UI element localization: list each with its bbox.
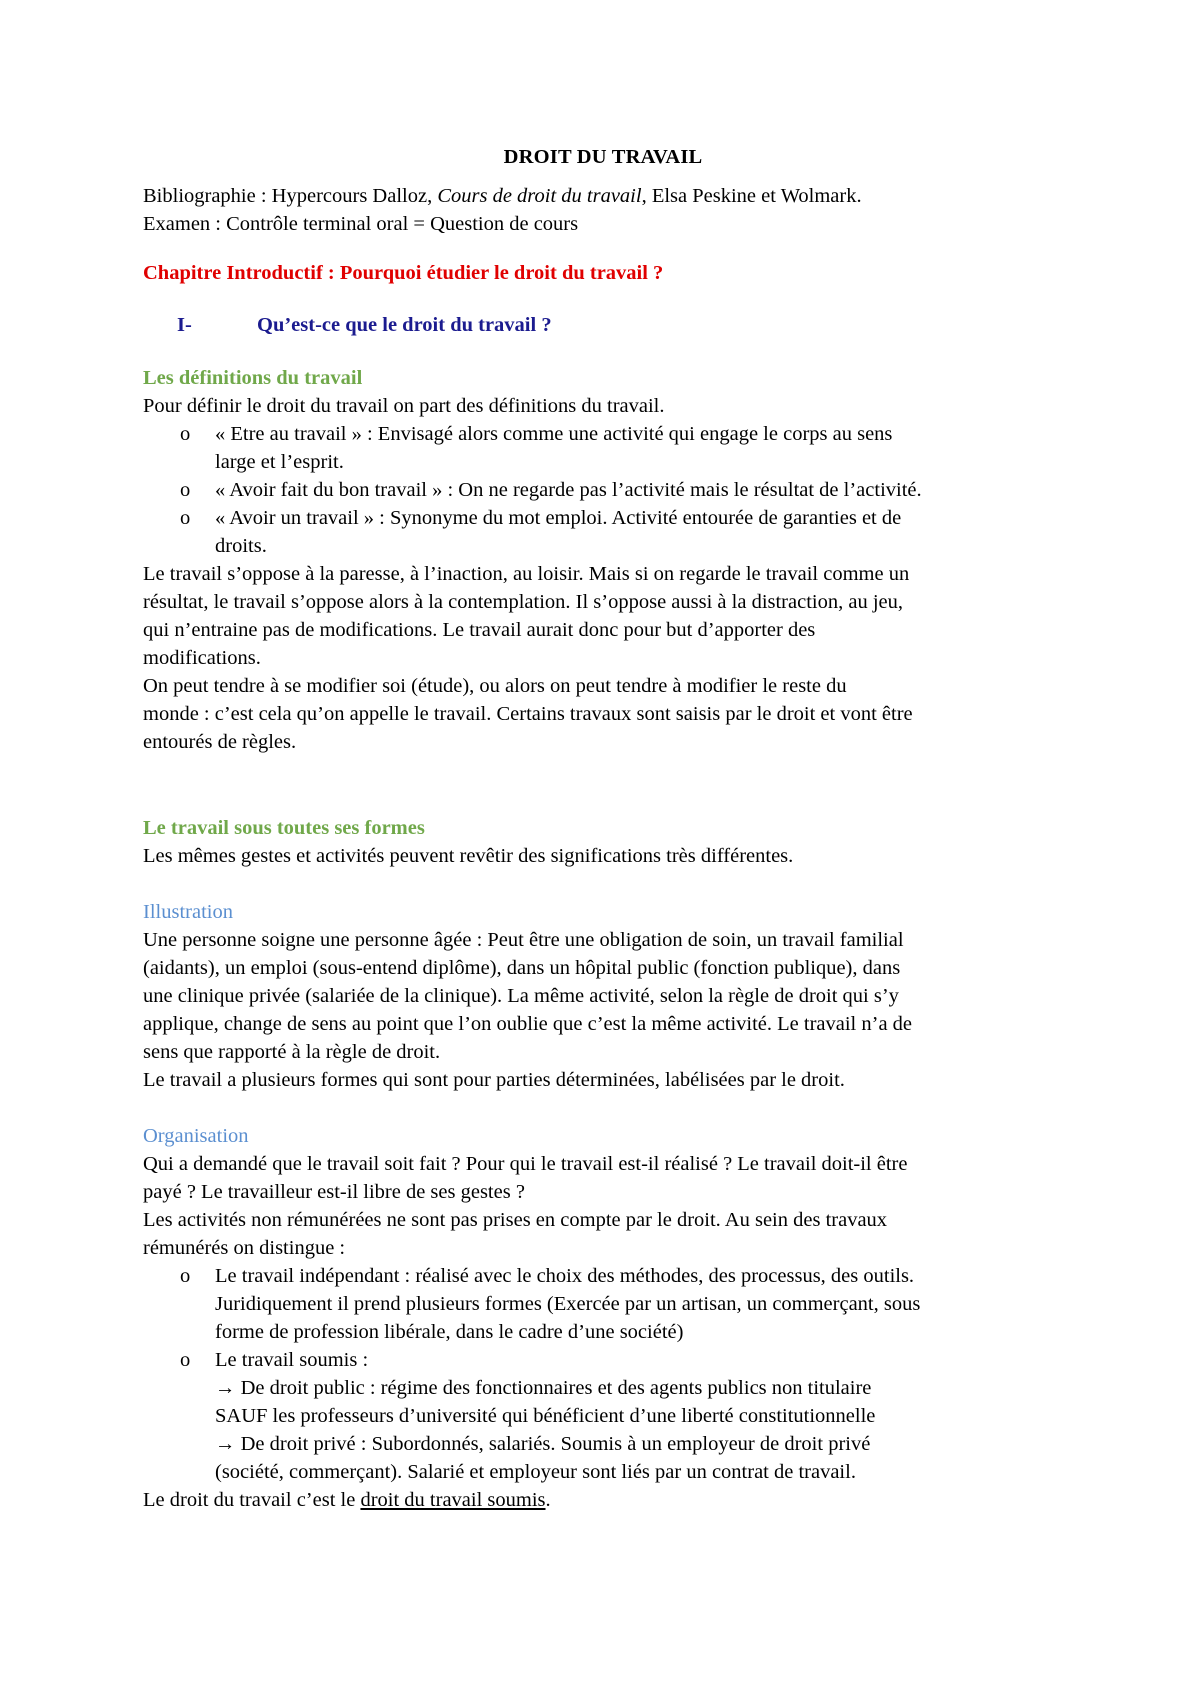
bullet-mark: o — [180, 507, 191, 529]
bibliography-prefix: Bibliographie : Hypercours Dalloz, — [143, 185, 438, 207]
illustration-heading: Illustration — [143, 901, 233, 923]
exam-line: Examen : Contrôle terminal oral = Question de cours — [143, 213, 579, 235]
definitions-paragraph-2: On peut tendre à se modifier soi (étude), ou alors on peut tendre à modifier le reste du monde : c’est cela qu’on appelle le travail. Certains travaux sont saisis par le droit et vont être entourés de règles. — [143, 675, 913, 753]
definitions-intro: Pour définir le droit du travail on part des définitions du travail. — [143, 395, 665, 417]
bullet-mark: o — [180, 1349, 191, 1371]
section-heading — [143, 314, 1117, 337]
definitions-section — [143, 364, 1083, 756]
list-item: o « Avoir fait du bon travail » : On ne regarde pas l’activité mais le résultat de l’activité. — [143, 476, 1083, 504]
list-item: o « Etre au travail » : Envisagé alors comme une activité qui engage le corps au sens large et l’esprit. — [143, 420, 1083, 476]
chapter-heading: Chapitre Introductif : Pourquoi étudier le droit du travail ? — [143, 262, 664, 284]
illustration-section: Illustration Une personne soigne une personne âgée : Peut être une obligation de soin, un travail familial (aidants), un emploi (sous-entend diplôme), dans un hôpital public (fonction publique), dans une clinique privée (salariée de la clinique). La même activité, selon la règle de droit qui s’y applique, change de sens au point que l’on oublie que c’est la même activité. Le travail n’a de sens que rapporté à la règle de droit. Le travail a plusieurs formes qui sont pour parties déterminées, labélisées par le droit. — [143, 898, 1083, 1094]
section-number: I- — [177, 314, 192, 336]
organisation-heading: Organisation — [143, 1125, 249, 1147]
bullet-mark: o — [180, 1265, 191, 1287]
closing-line: Le droit du travail c’est le droit du travail soumis. — [143, 1489, 551, 1511]
document-title: DROIT DU TRAVAIL — [503, 146, 703, 168]
definitions-heading: Les définitions du travail — [143, 367, 363, 389]
bullet-mark: o — [180, 479, 191, 501]
list-item: o « Avoir un travail » : Synonyme du mot emploi. Activité entourée de garanties et de droits. — [143, 504, 1083, 560]
forms-text: Les mêmes gestes et activités peuvent revêtir des significations très différentes. — [143, 845, 794, 867]
bibliography-line — [143, 182, 1083, 238]
list-item: o Le travail soumis : → De droit public : régime des fonctionnaires et des agents publics non titulaire SAUF les professeurs d’université qui bénéficient d’une liberté constitutionnelle → De droit privé : Subordonnés, salariés. Soumis à un employeur de droit privé (société, commerçant). Salarié et employeur sont liés par un contrat de travail. — [143, 1346, 1083, 1486]
forms-heading: Le travail sous toutes ses formes — [143, 817, 425, 839]
bibliography-suffix: , Elsa Peskine et Wolmark. — [641, 185, 862, 207]
bullet-mark: o — [180, 423, 191, 445]
section-title: Qu’est-ce que le droit du travail ? — [257, 314, 552, 336]
bibliography-book-title: Cours de droit du travail — [437, 185, 642, 207]
definitions-paragraph-1: Le travail s’oppose à la paresse, à l’inaction, au loisir. Mais si on regarde le travail comme un résultat, le travail s’oppose alors à la contemplation. Il s’oppose aussi à la distraction, au jeu, qui n’entraine pas de modifications. Le travail aurait donc pour but d’apporter des modifications. — [143, 563, 910, 669]
list-item: o Le travail indépendant : réalisé avec le choix des méthodes, des processus, des outils. Juridiquement il prend plusieurs formes (Exercée par un artisan, un commerçant, sous forme de profession libérale, dans le cadre d’une société) — [143, 1262, 1083, 1346]
forms-section — [143, 814, 1083, 870]
underlined-term: droit du travail soumis — [360, 1489, 546, 1511]
organisation-section: Organisation Qui a demandé que le travail soit fait ? Pour qui le travail est-il réalisé ? Le travail doit-il être payé ? Le travailleur est-il libre de ses gestes ? Les activités non rémunérées ne sont pas prises en compte par le droit. Au sein des travaux rémunérés on distingue : o Le travail indépendant : réalisé avec le choix des méthodes, des processus, des outils. Juridiquement il prend plusieurs formes (Exercée par un artisan, un commerçant, sous forme de profession libérale, dans le cadre d’une société) o Le travail soumis : → De droit public : régime des fonctionnaires et des agents publics non titulaire SAUF les professeurs d’université qui bénéficient d’une liberté constitutionnelle → De droit privé : Subordonnés, salariés. Soumis à un employeur de droit privé (société, commerçant). Salarié et employeur sont liés par un contrat de travail. Le droit du travail c’est le droit du travail soumis. — [143, 1122, 1083, 1514]
